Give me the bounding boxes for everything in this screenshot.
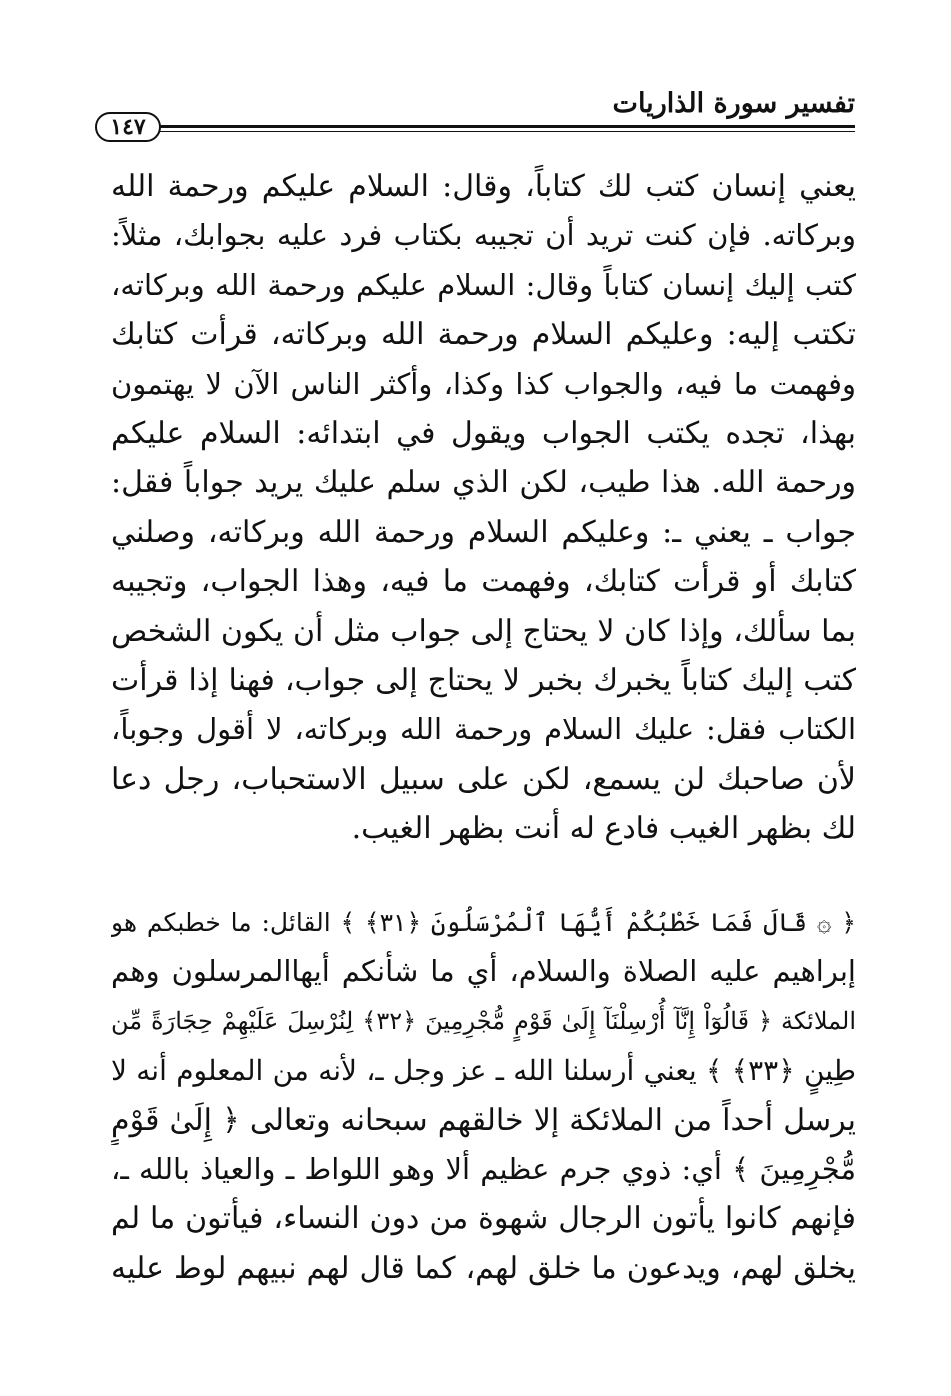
text-line: كتب إليك إنسان كتاباً وقال: السلام عليكم ورحمة الله وبركاته،	[111, 267, 856, 302]
text-line: لأن صاحبك لن يسمع، لكن على سبيل الاستحباب، رجل دعا	[111, 761, 856, 797]
paragraph-1	[111, 162, 856, 853]
text-line: يخلق لهم، ويدعون ما خلق لهم، كما قال لهم نبيهم لوط عليه	[111, 1250, 856, 1286]
running-title: تفسير سورة الذاريات	[612, 88, 855, 119]
text-line: تكتب إليه: وعليكم السلام ورحمة الله وبركاته، قرأت كتابك	[111, 317, 856, 353]
text-line: فإنهم كانوا يأتون الرجال شهوة من دون النساء، فيأتون ما لم	[111, 1201, 856, 1237]
text-line: طِينٍ ﴿٣٣﴾ ﴾ يعني أرسلنا الله ـ عز وجل ـ، لأنه من المعلوم أنه لا	[111, 1054, 856, 1088]
paragraph-2	[111, 898, 856, 1293]
text-line: وبركاته. فإن كنت تريد أن تجيبه بكتاب فرد عليه بجوابك، مثلاً:	[111, 218, 856, 253]
header-rule-thin	[155, 131, 855, 132]
text-line: جواب ـ يعني ـ: وعليكم السلام ورحمة الله وبركاته، وصلني	[111, 514, 856, 550]
text-line: يعني إنسان كتب لك كتاباً، وقال: السلام عليكم ورحمة الله	[111, 169, 856, 204]
text-line: لك بظهر الغيب فادع له أنت بظهر الغيب.	[351, 811, 856, 847]
text-line: يرسل أحداً من الملائكة إلا خالقهم سبحانه وتعالى ﴿ إِلَىٰ قَوْمٍ	[111, 1102, 856, 1138]
text-line: بهذا، تجده يكتب الجواب ويقول في ابتدائه: السلام عليكم	[111, 415, 856, 451]
text-line: الكتاب فقل: عليك السلام ورحمة الله وبركاته، لا أقول وجوباً،	[111, 712, 856, 747]
page-header	[95, 78, 855, 148]
text-line: وفهمت ما فيه، والجواب كذا وكذا، وأكثر الناس الآن لا يهتمون	[111, 366, 856, 401]
header-rule-thick	[155, 125, 855, 128]
text-line: كتب إليك كتاباً يخبرك بخبر لا يحتاج إلى جواب، فهنا إذا قرأت	[111, 662, 856, 698]
text-line: مُّجْرِمِينَ ﴾ أي: ذوي جرم عظيم ألا وهو اللواط ـ والعياذ بالله ـ،	[111, 1151, 856, 1186]
text-line: كتابك أو قرأت كتابك، وفهمت ما فيه، وهذا الجواب، وتجيبه	[111, 564, 856, 600]
text-line-quran: الملائكة ﴿ قَالُوٓاْ إِنَّآ أُرْسِلْنَآ إِلَىٰ قَوْمٍ مُّجْرِمِينَ ﴿٣٢﴾ لِنُرْسِلَ عَلَيْهِمْ حِجَارَةً مِّن	[111, 1006, 856, 1035]
text-line: بما سألك، وإذا كان لا يحتاج إلى جواب مثل أن يكون الشخص	[111, 613, 856, 649]
page-number: ١٤٧	[95, 112, 161, 142]
text-line: إبراهيم عليه الصلاة والسلام، أي ما شأنكم أيهاالمرسلون وهم	[111, 954, 856, 989]
text-line: ورحمة الله. هذا طيب، لكن الذي سلم عليك يريد جواباً فقل:	[111, 465, 856, 501]
text-line-quran: ﴿ ۞ قَالَ فَمَا خَطْبُكُمْ أَيُّهَا ٱلْمُرْسَلُونَ ﴿٣١﴾ ﴾ القائل: ما خطبكم هو	[111, 908, 856, 937]
